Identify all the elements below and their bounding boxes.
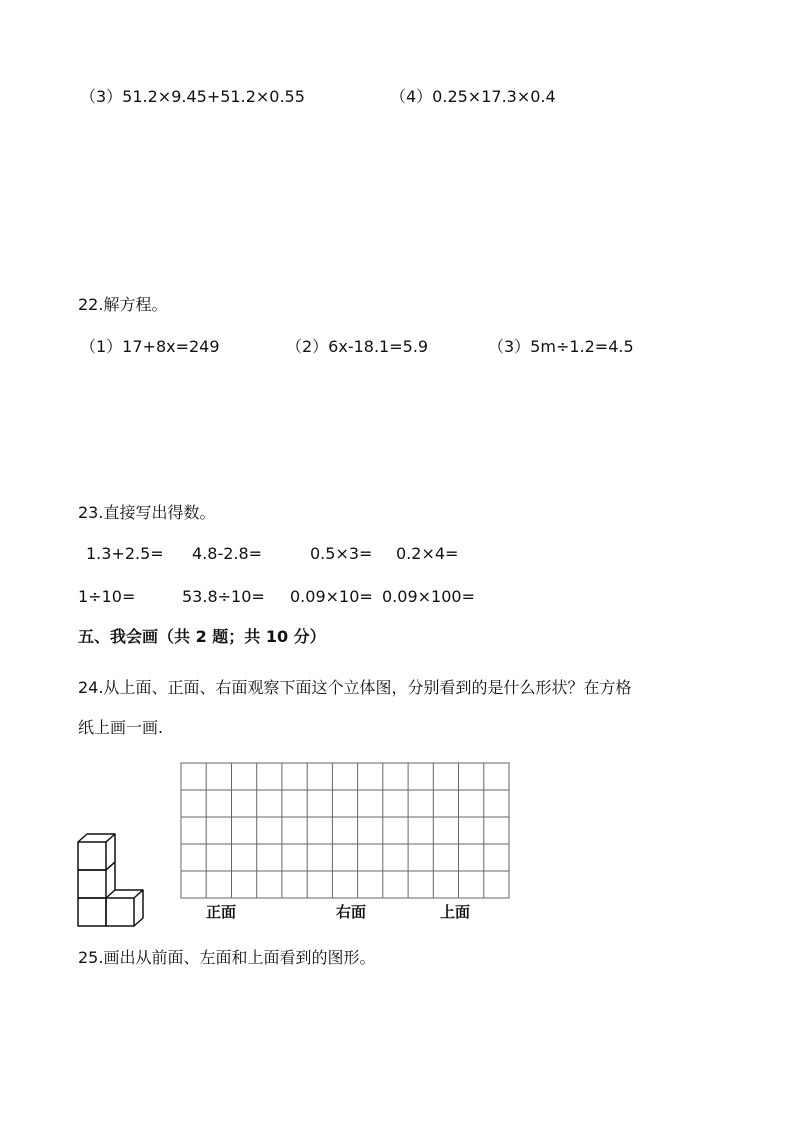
grid-paper[interactable] — [180, 762, 512, 900]
q21-item-3: （3）51.2×9.45+51.2×0.55 — [80, 87, 305, 106]
q22-item-3: （3）5m÷1.2=4.5 — [488, 337, 634, 356]
q23-r2-c3: 0.09×10= — [290, 587, 373, 606]
q23-r1-c3: 0.5×3= — [310, 544, 373, 563]
q23-r2-c2: 53.8÷10= — [182, 587, 265, 606]
q21-item-4: （4）0.25×17.3×0.4 — [390, 87, 556, 106]
q23-title: 23.直接写出得数。 — [78, 503, 216, 522]
q23-r2-c4: 0.09×100= — [382, 587, 475, 606]
q24-text-line-1: 24.从上面、正面、右面观察下面这个立体图，分别看到的是什么形状？在方格 — [78, 678, 632, 697]
q23-r2-c1: 1÷10= — [78, 587, 136, 606]
q24-text-line-2: 纸上画一画. — [78, 718, 164, 737]
q23-r1-c2: 4.8-2.8= — [192, 544, 263, 563]
q22-title: 22.解方程。 — [78, 295, 168, 314]
q25-title: 25.画出从前面、左面和上面看到的图形。 — [78, 948, 376, 967]
q22-item-2: （2）6x-18.1=5.9 — [286, 337, 429, 356]
q22-item-1: （1）17+8x=249 — [80, 337, 220, 356]
section-5-title: 五、我会画（共 2 题；共 10 分） — [78, 627, 326, 646]
label-top-view: 上面 — [440, 903, 471, 921]
q23-r1-c4: 0.2×4= — [396, 544, 459, 563]
cube-stack-figure — [75, 830, 155, 930]
label-right-view: 右面 — [336, 903, 367, 921]
q23-r1-c1: 1.3+2.5= — [86, 544, 164, 563]
label-front-view: 正面 — [206, 903, 237, 921]
